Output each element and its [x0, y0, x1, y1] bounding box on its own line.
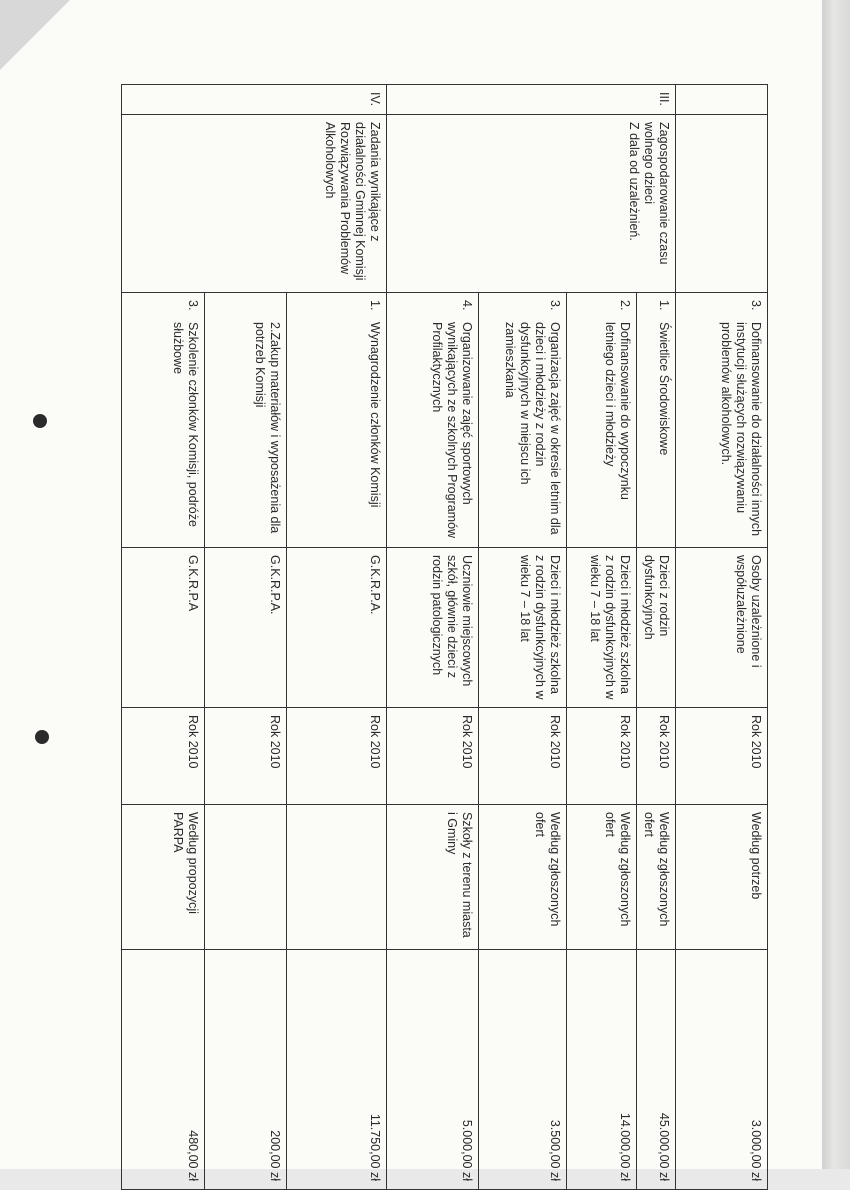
period: Rok 2010 — [287, 708, 387, 805]
punch-hole-bottom — [35, 730, 49, 744]
cost: 45.000,00 zł — [637, 950, 676, 1190]
task-number: 3. — [186, 300, 200, 311]
task-number: 3. — [749, 300, 763, 311]
task-cell — [567, 293, 637, 548]
period: Rok 2010 — [387, 708, 479, 805]
section-area: Zagospodarowanie czasu wolnego dzieci Z dala od uzależnień. — [387, 115, 676, 293]
task-text: Organizacja zajęć w okresie letnim dla dzieci i młodzieży z rodzin dysfunkcyjnych w miejscu ich zamieszkania — [503, 322, 562, 535]
period: Rok 2010 — [479, 708, 567, 805]
task-text: Świetlice Środowiskowe — [657, 322, 671, 456]
cost: 14.000,00 zł — [567, 950, 637, 1190]
cost: 5.000,00 zł — [387, 950, 479, 1190]
task-cell — [122, 293, 205, 548]
section-number: III. — [387, 85, 676, 115]
task-text: Dofinansowanie do wypoczynku letniego dzieci i młodzieży — [603, 322, 632, 500]
period: Rok 2010 — [637, 708, 676, 805]
cost: 200,00 zł — [205, 950, 287, 1190]
task-text: Wynagrodzenie członków Komisji — [368, 322, 382, 508]
section-area — [676, 115, 768, 293]
cost: 11.750,00 zł — [287, 950, 387, 1190]
task-text: Szkolenie członków Komisji, podróże służbowe — [171, 322, 200, 527]
period: Rok 2010 — [205, 708, 287, 805]
performer: Według propozycji PARPA — [122, 805, 205, 950]
performer: Według zgłoszonych ofert — [637, 805, 676, 950]
cost: 3.000,00 zł — [676, 950, 768, 1190]
task-cell — [205, 293, 287, 548]
performer: Według zgłoszonych ofert — [567, 805, 637, 950]
task-number — [252, 300, 282, 322]
performer — [205, 805, 287, 950]
task-number: 4. — [460, 300, 474, 311]
target-group: Uczniowie miejscowych szkół, głównie dzieci z rodzin patologicznych — [387, 548, 479, 708]
cost: 3.500,00 zł — [479, 950, 567, 1190]
table-row — [637, 85, 676, 1190]
task-cell — [637, 293, 676, 548]
target-group: G.K.R.P.A — [122, 548, 205, 708]
target-group: Dzieci i młodzież szkolna z rodzin dysfunkcyjnych w wieku 7 – 18 lat — [567, 548, 637, 708]
performer: Szkoły z terenu miasta i Gminy — [387, 805, 479, 950]
folded-corner — [0, 0, 70, 70]
performer: Według potrzeb — [676, 805, 768, 950]
task-cell — [479, 293, 567, 548]
period: Rok 2010 — [122, 708, 205, 805]
task-text: 2.Zakup materiałów i wyposażenia dla potrzeb Komisji — [253, 322, 282, 534]
target-group: Osoby uzależnione i współuzależnione — [676, 548, 768, 708]
task-number: 3. — [548, 300, 562, 311]
task-number: 2. — [618, 300, 632, 311]
task-text: Organizowanie zajęć sportowych wynikających ze szkolnych Programów Profilaktycznych — [430, 322, 474, 539]
table-row — [676, 85, 768, 1190]
table-row — [287, 85, 387, 1190]
rotated-table-wrapper — [128, 84, 768, 1189]
task-cell — [287, 293, 387, 548]
cost: 480,00 zł — [122, 950, 205, 1190]
punch-hole-top — [33, 414, 47, 428]
scanner-edge — [822, 0, 850, 1169]
performer: Według zgłoszonych ofert — [479, 805, 567, 950]
section-number — [676, 85, 768, 115]
task-cell — [387, 293, 479, 548]
target-group: Dzieci i młodzież szkolna z rodzin dysfunkcyjnych w wieku 7 – 18 lat — [479, 548, 567, 708]
target-group: G.K.R.P.A. — [205, 548, 287, 708]
program-table — [121, 84, 768, 1190]
target-group: Dzieci z rodzin dysfunkcyjnych — [637, 548, 676, 708]
period: Rok 2010 — [567, 708, 637, 805]
task-number: 1. — [657, 300, 671, 311]
task-text: Dofinansowanie do działalności innych instytucji służących rozwiązywaniu problemów alkoholowych. — [719, 322, 763, 537]
target-group: G.K.R.P.A. — [287, 548, 387, 708]
period: Rok 2010 — [676, 708, 768, 805]
section-area: Zadania wynikające z działalności Gminnej Komisji Rozwiązywania Problemów Alkoholowych — [122, 115, 387, 293]
performer — [287, 805, 387, 950]
task-cell — [676, 293, 768, 548]
section-number: IV. — [122, 85, 387, 115]
task-number: 1. — [368, 300, 382, 311]
